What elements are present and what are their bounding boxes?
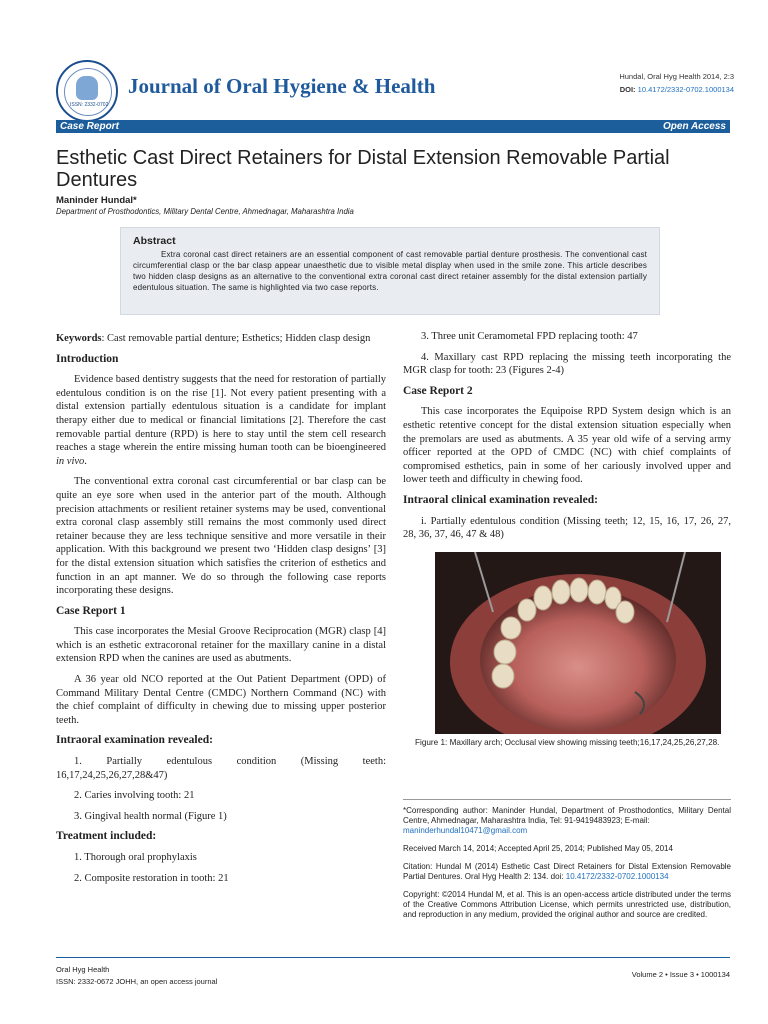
case1-paragraph-1: This case incorporates the Mesial Groove Reciprocation (MGR) clasp [4] which is an esthetic extracoronal retainer for the maxillary canine in a distal extension RPD when the canines are used as abutments. bbox=[56, 626, 386, 665]
intro-heading: Introduction bbox=[56, 352, 119, 365]
exam-item: 1. Partially edentulous condition (Missing teeth: 16,17,24,25,26,27,28&47) bbox=[56, 756, 386, 781]
exam-item: 3. Gingival health normal (Figure 1) bbox=[74, 810, 227, 822]
open-access-label: Open Access bbox=[663, 121, 726, 132]
case1-heading: Case Report 1 bbox=[56, 604, 126, 617]
citation-text: Citation: Hundal M (2014) Esthetic Cast Direct Retainers for Distal Extension Removable Partial Dentures. Oral Hyg Health 2: 134. doi: bbox=[403, 862, 731, 881]
correspondence-box bbox=[403, 799, 731, 928]
journal-title: Journal of Oral Hygiene & Health bbox=[128, 74, 436, 98]
doi-line bbox=[619, 83, 734, 96]
article-dates: Received March 14, 2014; Accepted April 25, 2014; Published May 05, 2014 bbox=[403, 844, 673, 853]
intro-p1-text: Evidence based dentistry suggests that the need for restoration of partially edentulous condition is on the rise [1]. Not every patient presenting with a distal extension partially edentulous situation is a candidate for implant therapy either due to medical or financial limitations [2]. Therefore the cast removable partial denture (RPD) is here to stay until the stem cell research reaches a stage wherein the entire missing human tooth can be bioengineered bbox=[56, 374, 386, 454]
footer-volume: Volume 2 • Issue 3 • 1000134 bbox=[631, 970, 730, 979]
author-affiliation: Department of Prosthodontics, Military Dental Centre, Ahmednagar, Maharashtra India bbox=[56, 207, 354, 216]
figure-1-caption: Figure 1: Maxillary arch; Occlusal view showing missing teeth;16,17,24,25,26,27,28. bbox=[415, 737, 720, 747]
treatment-item: 1. Thorough oral prophylaxis bbox=[74, 852, 197, 863]
citation-line: Hundal, Oral Hyg Health 2014, 2:3 bbox=[619, 72, 734, 81]
intro-paragraph-1 bbox=[56, 373, 386, 468]
doi-label: DOI: bbox=[619, 85, 636, 94]
footer-journal: Oral Hyg Health bbox=[56, 965, 110, 974]
treatment-item: 4. Maxillary cast RPD replacing the missing teeth incorporating the MGR clasp for tooth: 23 (Figures 2-4) bbox=[403, 351, 731, 377]
intro-paragraph-2: The conventional extra coronal cast circumferential or bar clasp can be quite an eye sore when used in the anterior part of the mouth. Although precision attachments or resilient retainer systems may be used, conventional extra coronal clasp assembly still remains the most commonly used direct retainer because they are less technique sensitive and more versatile in their application. With this background we present two ‘Hidden clasp designs’ [3] for the distal extension situation which satisfies the criterion of esthetics and function in an apt manner. We do so through the following case reports incorporating these designs. bbox=[56, 476, 386, 597]
article-citation bbox=[403, 862, 731, 882]
tooth-icon bbox=[76, 76, 98, 100]
footer-left bbox=[56, 964, 217, 988]
treatment-heading: Treatment included: bbox=[56, 830, 157, 843]
exam2-item: i. Partially edentulous condition (Missing teeth; 12, 15, 16, 17, 26, 27, 28, 36, 37, 46, 47 & 48) bbox=[403, 515, 731, 541]
left-column bbox=[56, 332, 386, 892]
section-label: Case Report bbox=[60, 121, 119, 132]
citation-doi-link[interactable]: 10.4172/2332-0702.1000134 bbox=[565, 872, 669, 881]
case2-heading: Case Report 2 bbox=[403, 384, 473, 397]
case1-paragraph-2: A 36 year old NCO reported at the Out Patient Department (OPD) of Command Military Dental Centre (CMDC) Northern Command (NC) with the chief complaint of difficulty in chewing due to missing upper posterior teeth. bbox=[56, 674, 386, 726]
exam2-heading: Intraoral clinical examination revealed: bbox=[403, 493, 598, 506]
doi-link[interactable]: 10.4172/2332-0702.1000134 bbox=[637, 85, 734, 94]
treatment-item: 2. Composite restoration in tooth: 21 bbox=[74, 872, 229, 884]
logo-issn: ISSN: 2332-0702 bbox=[70, 102, 109, 108]
article-title: Esthetic Cast Direct Retainers for Distal Extension Removable Partial Dentures bbox=[56, 147, 670, 191]
treatment-item: 3. Three unit Ceramometal FPD replacing tooth: 47 bbox=[421, 331, 638, 342]
corr-text: *Corresponding author: Maninder Hundal, Department of Prosthodontics, Military Dental Centre, Ahmednagar, Maharashtra India, Tel: 91-9419483923; E-mail: bbox=[403, 806, 731, 825]
right-column bbox=[403, 330, 731, 748]
abstract-text: Extra coronal cast direct retainers are an essential component of cast removable partial denture prosthesis. The conventional cast circumferential clasp or the bar clasp appear unaesthetic due to visible metal display when used in the smile zone. This article describes two hidden clasp designs as an alternative to the conventional extra coronal cast direct retainer assembly for the distal extension partially edentulous situation. The same is highlighted via two case reports. bbox=[133, 250, 647, 292]
figure-1-photo bbox=[435, 552, 721, 734]
keywords-label: Keywords bbox=[56, 333, 102, 344]
case2-paragraph-1: This case incorporates the Equipoise RPD System design which is an esthetic retentive concept for the distal extension situation especially when the premolars are used as abutments. A 35 year old wife of a serving army officer reported at the OPD of CMDC (NC) with chief complaints of compromised esthetics, pain in some of her cariously involved upper and lower teeth and difficulty in chewing food. bbox=[403, 406, 731, 486]
maxillary-arch-photo bbox=[435, 552, 721, 734]
keywords-text: : Cast removable partial denture; Esthetics; Hidden clasp design bbox=[101, 333, 371, 344]
journal-logo bbox=[56, 60, 118, 122]
author-name: Maninder Hundal* bbox=[56, 195, 137, 206]
abstract-heading: Abstract bbox=[133, 235, 176, 247]
exam-heading: Intraoral examination revealed: bbox=[56, 734, 213, 747]
abstract-box bbox=[120, 227, 660, 315]
section-bar bbox=[56, 120, 730, 133]
keywords bbox=[56, 332, 386, 346]
email-link[interactable]: maninderhundal10471@gmail.com bbox=[403, 826, 528, 835]
footer-divider bbox=[56, 957, 730, 958]
intro-p1-italic: in vivo bbox=[56, 455, 85, 467]
corresponding-author bbox=[403, 806, 731, 836]
footer-issn: ISSN: 2332-0672 JOHH, an open access journal bbox=[56, 977, 218, 986]
copyright: Copyright: ©2014 Hundal M, et al. This is an open-access article distributed under the terms of the Creative Commons Attribution License, which permits unrestricted use, distribution, and reproduction in any medium, provided the original author and source are credited. bbox=[403, 890, 731, 919]
citation-block bbox=[619, 70, 734, 96]
exam-item: 2. Caries involving tooth: 21 bbox=[74, 790, 195, 802]
intro-p1-end: . bbox=[84, 455, 87, 467]
